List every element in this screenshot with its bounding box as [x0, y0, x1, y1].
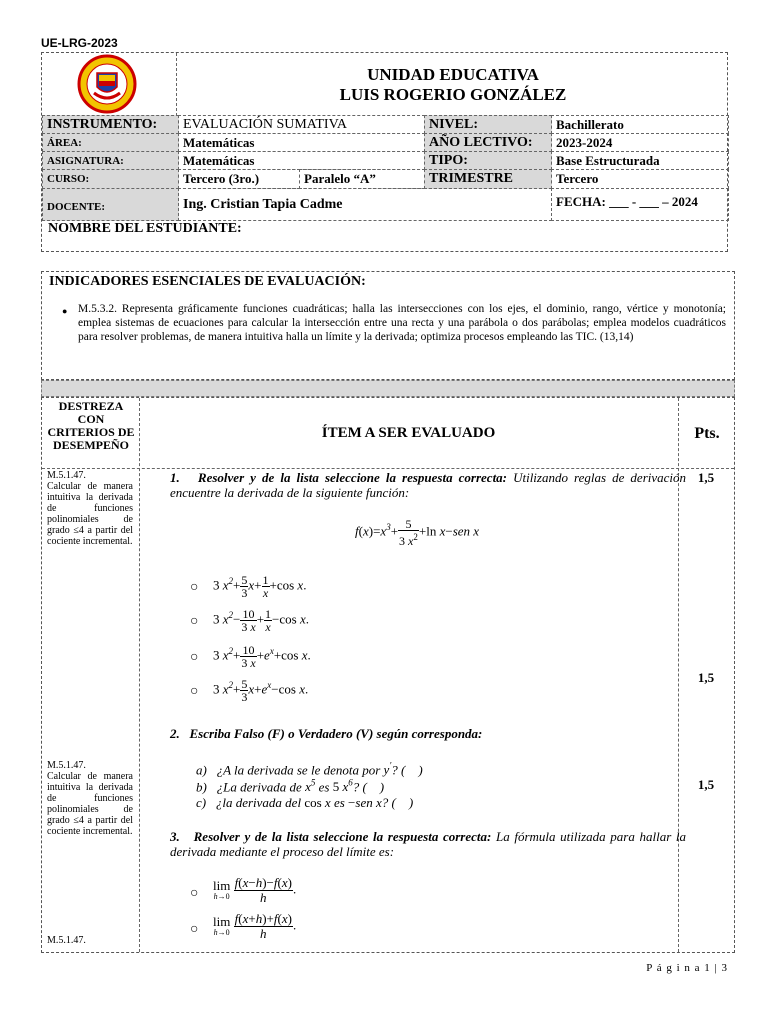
nivel-label: NIVEL:	[424, 115, 552, 134]
curso-value: Tercero (3ro.)	[178, 169, 300, 189]
anio-label: AÑO LECTIVO:	[424, 133, 552, 152]
curso-label: CURSO:	[42, 169, 179, 189]
pts-heading: Pts.	[694, 425, 720, 442]
trimestre-value: Tercero	[551, 169, 729, 189]
q2-statement	[170, 726, 482, 742]
q2-item-b-letter: b)	[196, 779, 207, 795]
q2-item-c-letter: c)	[196, 795, 207, 810]
q2-item-a: a) ¿A la derivada se le denota por y'? ( )	[196, 761, 423, 778]
fecha-cell	[551, 188, 729, 221]
q1-bold: Resolver y de la lista seleccione la respuesta correcta:	[197, 470, 508, 485]
q1-option-a-radio[interactable]: ○	[190, 580, 199, 595]
q2-item-a-text: ¿A la derivada se le denota por	[216, 762, 381, 778]
docente-value: Ing. Cristian Tapia Cadme	[178, 188, 552, 221]
school-name	[177, 65, 729, 105]
points-q2: 1,5	[697, 670, 715, 685]
school-line2: LUIS ROGERIO GONZÁLEZ	[339, 85, 567, 104]
skill-2-text: Calcular de manera intuitiva la derivada de funciones polinomiales de grado ≤4 a partir del cociente incremental.	[47, 771, 133, 837]
q3-option-a: lim h→0 $\frac{f(x-h)-f(x)}{h}$ .	[213, 875, 297, 905]
q2-bold: Escriba Falso (F) o Verdadero (V) según corresponda:	[189, 726, 483, 741]
q2-item-b: b) ¿La derivada de $x^5$ es 5 $x^6$? ( )	[196, 778, 385, 795]
indicators-box	[41, 271, 735, 380]
tipo-label: TIPO:	[424, 151, 552, 170]
bullet-icon: ●	[62, 306, 68, 316]
q1-option-b-radio[interactable]: ○	[190, 614, 199, 629]
estudiante-label: NOMBRE DEL ESTUDIANTE:	[48, 221, 242, 236]
area-value: Matemáticas	[178, 133, 425, 152]
logo-cell	[42, 53, 177, 116]
skill-1-code: M.5.1.47.	[47, 470, 86, 481]
divider-head	[42, 468, 734, 469]
nivel-value: Bachillerato	[551, 115, 729, 134]
skill-1	[47, 470, 133, 547]
tipo-value: Base Estructurada	[551, 151, 729, 170]
fecha-value: ___ - ___ – 2024	[609, 194, 698, 209]
trimestre-label: TRIMESTRE	[424, 169, 552, 189]
asignatura-value: Matemáticas	[178, 151, 425, 170]
instrumento-label: INSTRUMENTO:	[42, 115, 179, 134]
destreza-heading: DESTREZA CON CRITERIOS DE DESEMPEÑO	[47, 399, 135, 452]
paralelo-value: Paralelo “A”	[299, 169, 425, 189]
area-label: ÁREA:	[42, 133, 179, 152]
q1-option-d-radio[interactable]: ○	[190, 684, 199, 699]
q2-item-a-letter: a)	[196, 762, 207, 778]
skill-3	[47, 935, 133, 946]
indicators-title: INDICADORES ESENCIALES DE EVALUACIÓN:	[49, 274, 366, 289]
points-q1: 1,5	[697, 470, 715, 485]
fecha-label: FECHA:	[556, 194, 606, 209]
q1-function: $f(x)=x^3+$ $\frac{5}{3 x^2}$ +ln x−sen x	[355, 517, 480, 548]
q3-bold: Resolver y de la lista seleccione la respuesta correcta:	[193, 829, 492, 844]
q3-option-b-radio[interactable]: ○	[190, 922, 199, 937]
skill-2-code: M.5.1.47.	[47, 760, 86, 771]
divider-col1	[139, 398, 140, 952]
header-table	[41, 52, 728, 252]
indicators-text: M.5.3.2. Representa gráficamente funciones cuadráticas; halla las intersecciones con los ejes, el dominio, rango, vértice y monotonía; emplea sistemas de ecuaciones para calcular la intersección entre una recta y una parábola o dos parábolas; emplea modelos cuadráticos para resolver problemas, de manera intuitiva halla un límite y la derivada; optimiza procesos empleando las TIC. (13,14)	[78, 303, 726, 343]
anio-value: 2023-2024	[551, 133, 729, 152]
points-q3: 1,5	[697, 777, 715, 792]
school-logo	[72, 53, 142, 115]
q1-option-c-radio[interactable]: ○	[190, 650, 199, 665]
q2-item-c-text: ¿la derivada del	[215, 795, 302, 810]
school-line1: UNIDAD EDUCATIVA	[367, 65, 539, 84]
q1-option-c: 3 $x^2+$ $\frac{10}{3 x}$ $+e^x+\cos$ x.	[213, 643, 311, 670]
doc-code: UE-LRG-2023	[41, 36, 118, 50]
q3-statement	[170, 829, 686, 859]
skill-2	[47, 760, 133, 837]
q1-number: 1.	[170, 470, 180, 485]
q2-item-b-text: ¿La derivada de	[216, 779, 302, 795]
q3-italic: La fórmula utilizada para hallar la derivada mediante el proceso del límite es:	[170, 829, 686, 859]
q3-option-a-radio[interactable]: ○	[190, 886, 199, 901]
q1-option-b: 3 $x^2-$ $\frac{10}{3 x}$ + $\frac{1}{x}$ −cos x.	[213, 607, 309, 634]
page-footer: P á g i n a 1 | 3	[646, 962, 728, 974]
q1-statement	[170, 470, 686, 500]
docente-label: DOCENTE:	[42, 188, 179, 221]
q1-option-d: 3 $x^2+$ $\frac{5}{3}$ $x+e^x-\cos$ x.	[213, 677, 309, 704]
q2-item-c: c) ¿la derivada del cos x es −sen x? ( )	[196, 795, 414, 810]
gray-separator	[41, 380, 735, 397]
skill-1-text: Calcular de manera intuitiva la derivada de funciones polinomiales de grado ≤4 a partir del cociente incremental.	[47, 481, 133, 547]
q1-italic: Utilizando reglas de derivación encuentre la derivada de la siguiente función:	[170, 470, 687, 500]
q1-option-a: 3 $x^2+$ $\frac{5}{3}$ x+ $\frac{1}{x}$ +cos x.	[213, 573, 307, 600]
instrumento-value: EVALUACIÓN SUMATIVA	[178, 115, 425, 134]
skill-3-code: M.5.1.47.	[47, 935, 86, 946]
q3-number: 3.	[170, 829, 180, 844]
asignatura-label: ASIGNATURA:	[42, 151, 179, 170]
q3-option-b: lim h→0 $\frac{f(x+h)+f(x)}{h}$ .	[213, 911, 297, 941]
item-heading: ÍTEM A SER EVALUADO	[321, 425, 496, 441]
q2-number: 2.	[170, 726, 180, 741]
